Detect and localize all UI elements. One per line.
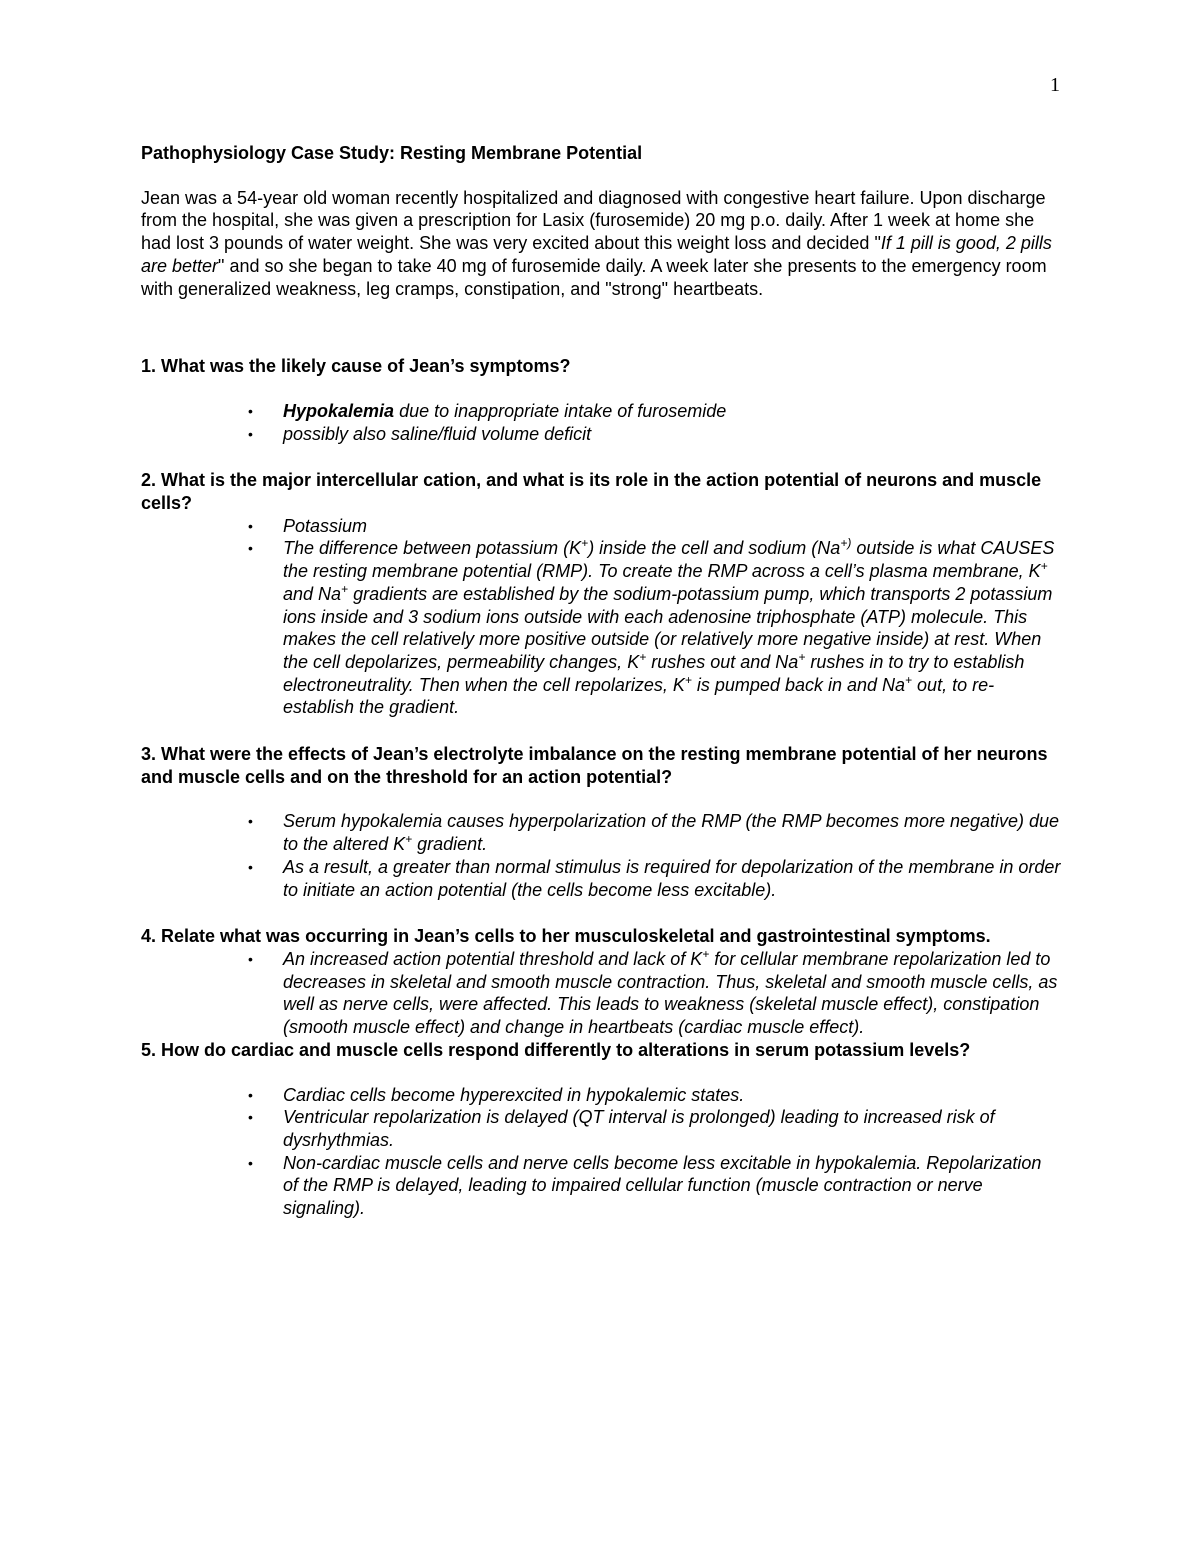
answer-item <box>248 946 1061 1039</box>
answer-list-5 <box>141 1084 1061 1220</box>
bullet-icon: • <box>248 1154 253 1171</box>
answer-list-3 <box>141 810 1061 901</box>
answer-text: Cardiac cells become hyperexcited in hypokalemic states. <box>283 1084 745 1105</box>
answer-text: for cellular membrane repolarization led to decreases in skeletal and smooth muscle contraction. Thus, skeletal and smooth muscle cells, as well as nerve cells, were affected. This leads to weakness (skeletal muscle effect), constipation (smooth muscle effect) and change in heartbeats (cardiac muscle effect). <box>283 948 1058 1038</box>
answer-item <box>248 536 1061 719</box>
answer-item <box>248 1084 1061 1107</box>
answer-text: gradients are established by the sodium-potassium pump, which transports 2 potassium ions inside and 3 sodium ions outside with each adenosine triphosphate (ATP) molecule. This makes the cell relatively more positive outside (or relatively more negative inside) at rest. When the cell depolarizes, permeability changes, K <box>283 583 1053 672</box>
answer-text: ) inside the cell and sodium (Na <box>588 538 841 559</box>
answer-item <box>248 423 1061 446</box>
bullet-icon: • <box>248 517 253 534</box>
case-intro-paragraph <box>141 187 1061 301</box>
document-body <box>141 142 1061 1220</box>
question-5: 5. How do cardiac and muscle cells respond differently to alterations in serum potassium levels? <box>141 1039 971 1060</box>
answer-item <box>248 515 1061 538</box>
answer-item <box>248 810 1061 855</box>
question-2: 2. What is the major intercellular cation, and what is its role in the action potential of neurons and muscle cells? <box>141 470 1042 514</box>
answer-text: and Na <box>283 583 342 604</box>
bullet-icon: • <box>248 1086 253 1103</box>
answer-text: Potassium <box>283 515 368 536</box>
answer-item <box>248 1152 1061 1220</box>
answer-text: rushes in to try to establish electroneutrality. Then when the cell repolarizes, K <box>283 651 1025 695</box>
page-number: 1 <box>1050 74 1060 96</box>
answer-text: rushes out and Na <box>646 651 799 672</box>
answer-text: is pumped back in and Na <box>691 674 906 695</box>
answer-text: As a result, a greater than normal stimulus is required for depolarization of the membrane in order to initiate an action potential (the cells become less excitable). <box>283 856 1061 900</box>
answer-text: Serum hypokalemia causes hyperpolarization of the RMP (the RMP becomes more negative) due to the altered K <box>283 811 1060 855</box>
superscript: + <box>1040 559 1048 574</box>
bullet-icon: • <box>248 813 253 830</box>
bullet-icon: • <box>248 950 253 967</box>
superscript: + <box>405 832 413 847</box>
superscript: + <box>341 581 349 596</box>
answer-text: Non-cardiac muscle cells and nerve cells become less excitable in hypokalemia. Repolarization of the RMP is delayed, leading to impaired cellular function (muscle contraction or nerve signaling). <box>283 1152 1042 1219</box>
question-3: 3. What were the effects of Jean’s electrolyte imbalance on the resting membrane potential of her neurons and muscle cells and on the threshold for an action potential? <box>141 744 1048 787</box>
answer-text: The difference between potassium (K <box>283 538 582 559</box>
superscript: + <box>581 536 589 551</box>
superscript: + <box>905 672 913 687</box>
bullet-icon: • <box>248 402 253 419</box>
bullet-icon: • <box>248 1109 253 1126</box>
intro-text-part-2: " and so she began to take 40 mg of furosemide daily. A week later she presents to the emergency room with generalized weakness, leg cramps, constipation, and "strong" heartbeats. <box>141 255 1047 299</box>
answer-text: possibly also saline/fluid volume deficit <box>283 423 592 444</box>
question-1: 1. What was the likely cause of Jean’s symptoms? <box>141 356 571 377</box>
answer-list-1 <box>141 400 1061 445</box>
bullet-icon: • <box>248 540 253 557</box>
answer-item <box>248 1106 1061 1151</box>
intro-quote: If 1 pill is good, 2 pills are better <box>141 233 1052 276</box>
answer-text: out, to re-establish the gradient. <box>283 674 995 718</box>
answer-bold-term: Hypokalemia <box>283 400 395 421</box>
answer-text: outside is what CAUSES the resting membrane potential (RMP). To create the RMP across a cell’s plasma membrane, K <box>283 538 1055 582</box>
superscript: + <box>798 649 806 664</box>
question-4: 4. Relate what was occurring in Jean’s cells to her musculoskeletal and gastrointestinal symptoms. <box>141 926 991 947</box>
intro-text-part-1: Jean was a 54-year old woman recently hospitalized and diagnosed with congestive heart failure. Upon discharge from the hospital, she was given a prescription for Lasix (furosemide) 20 mg p.o. daily. After 1 week at home she had lost 3 pounds of water weight. She was very excited about this weight loss and decided " <box>141 187 1046 254</box>
superscript: + <box>684 672 692 687</box>
answer-text: An increased action potential threshold and lack of K <box>283 948 703 969</box>
superscript: + <box>702 946 710 961</box>
answer-list-4 <box>141 948 1061 1039</box>
answer-item <box>248 856 1061 901</box>
bullet-icon: • <box>248 858 253 875</box>
bullet-icon: • <box>248 425 253 442</box>
answer-text: gradient. <box>412 834 488 855</box>
answer-list-2 <box>141 515 1061 719</box>
superscript: + <box>639 649 647 664</box>
document-title: Pathophysiology Case Study: Resting Membrane Potential <box>141 143 643 163</box>
answer-text: Ventricular repolarization is delayed (QT interval is prolonged) leading to increased risk of dysrhythmias. <box>283 1107 995 1150</box>
answer-text: due to inappropriate intake of furosemide <box>394 400 727 421</box>
answer-item <box>248 400 1061 423</box>
superscript: +) <box>840 536 852 551</box>
